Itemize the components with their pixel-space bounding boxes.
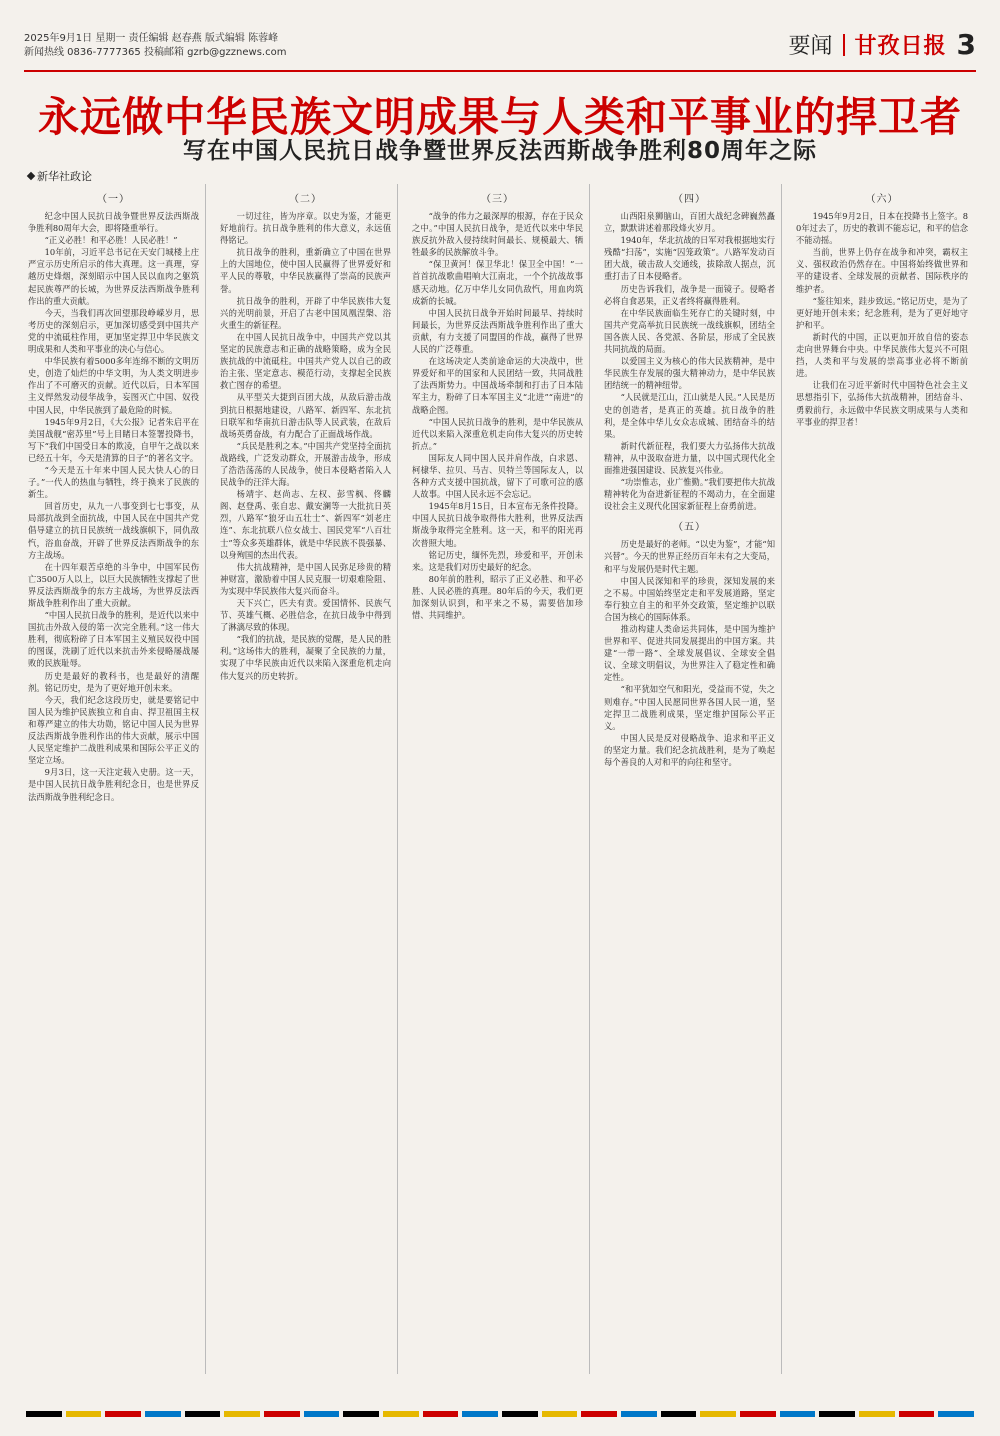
page-header bbox=[24, 30, 976, 72]
section-heading: （三） bbox=[481, 194, 514, 205]
color-registration-bar bbox=[26, 1411, 974, 1417]
body-paragraph: 山西阳泉狮脑山，百团大战纪念碑巍然矗立，默默讲述着那段烽火岁月。 bbox=[604, 211, 775, 234]
header-date-editors: 2025年9月1日 星期一 责任编辑 赵春燕 版式编辑 陈蓉峰 bbox=[24, 33, 279, 44]
color-chip bbox=[740, 1411, 776, 1417]
header-masthead bbox=[788, 28, 976, 61]
body-paragraph: “今天是五十年来中国人民大快人心的日子。”一代人的热血与牺牲，终于换来了民族的新生。 bbox=[28, 464, 199, 500]
body-paragraph: “鉴往知来，跬步致远。”铭记历史，是为了更好地开创未来；纪念胜利，是为了更好地守护和平。 bbox=[796, 295, 968, 330]
body-paragraph: “正义必胜！和平必胜！人民必胜！” bbox=[44, 235, 178, 246]
body-paragraph: 让我们在习近平新时代中国特色社会主义思想指引下，弘扬伟大抗战精神，团结奋斗、勇毅前行，永远做中华民族文明成果与人类和平事业的捍卫者！ bbox=[796, 380, 968, 427]
body-paragraph: 今天，我们纪念这段历史，就是要铭记中国人民为维护民族独立和自由、捍卫祖国主权和尊严建立的伟大功勋，铭记中国人民为世界反法西斯战争胜利作出的伟大贡献，展示中国人民坚定维护二战胜利成果和国际公平正义的坚定立场。 bbox=[28, 694, 199, 766]
header-contact: 新闻热线 0836-7777365 投稿邮箱 gzrb@gzznews.com bbox=[24, 47, 287, 58]
color-chip bbox=[621, 1411, 657, 1417]
page-number: 3 bbox=[956, 28, 976, 61]
body-paragraph: 在这场决定人类前途命运的大决战中，世界爱好和平的国家和人民团结一致，共同战胜了法西斯势力。中国战场牵制和打击了日本陆军主力，粉碎了日本军国主义“北进”“南进”的战略企图。 bbox=[412, 356, 583, 415]
body-paragraph: 10年前，习近平总书记在天安门城楼上庄严宣示历史所启示的伟大真理。这一真理，穿越历史烽烟，深刻昭示中国人民以血肉之躯筑起民族尊严的长城，为世界反法西斯战争胜利作出的重大贡献。 bbox=[28, 247, 199, 306]
body-paragraph: 以爱国主义为核心的伟大民族精神，是中华民族生存发展的强大精神动力，是中华民族团结统一的精神纽带。 bbox=[604, 356, 775, 391]
body-paragraph: “中国人民抗日战争的胜利，是近代以来中国抗击外敌入侵的第一次完全胜利。”这一伟大胜利，彻底粉碎了日本军国主义殖民奴役中国的图谋，洗刷了近代以来抗击外来侵略屡战屡败的民族耻辱。 bbox=[28, 610, 199, 669]
body-paragraph: “中国人民抗日战争的胜利，是中华民族从近代以来陷入深重危机走向伟大复兴的历史转折点。” bbox=[412, 416, 583, 451]
body-paragraph: 1945年9月2日，日本在投降书上签字。80年过去了，历史的教训不能忘记，和平的信念不能动摇。 bbox=[796, 211, 968, 246]
body-paragraph: 在十四年艰苦卓绝的斗争中，中国军民伤亡3500万人以上，以巨大民族牺牲支撑起了世界反法西斯战争的东方主战场，为世界反法西斯战争胜利作出了重大贡献。 bbox=[28, 561, 199, 608]
body-paragraph: 抗日战争的胜利，开辟了中华民族伟大复兴的光明前景，开启了古老中国凤凰涅槃、浴火重生的新征程。 bbox=[220, 295, 391, 330]
body-paragraph: 抗日战争的胜利，重新确立了中国在世界上的大国地位，使中国人民赢得了世界爱好和平人民的尊敬，中华民族赢得了崇高的民族声誉。 bbox=[220, 247, 391, 294]
body-paragraph: 国际友人同中国人民并肩作战，白求恩、柯棣华、拉贝、马吉、贝特兰等国际友人，以各种方式支援中国抗战，留下了可歌可泣的感人故事。中国人民永远不会忘记。 bbox=[412, 452, 583, 500]
color-chip bbox=[343, 1411, 379, 1417]
body-paragraph: 1945年8月15日，日本宣布无条件投降。中国人民抗日战争取得伟大胜利，世界反法西斯战争取得完全胜利。这一天，和平的阳光再次普照大地。 bbox=[412, 501, 583, 548]
section-heading: （四） bbox=[673, 194, 706, 205]
body-paragraph: 历史是最好的老师。“以史为鉴”，才能“知兴替”。今天的世界正经历百年未有之大变局，和平与发展仍是时代主题。 bbox=[604, 539, 775, 574]
section-heading: （二） bbox=[289, 194, 322, 205]
color-chip bbox=[383, 1411, 419, 1417]
body-paragraph: 80年前的胜利，昭示了正义必胜、和平必胜、人民必胜的真理。80年后的今天，我们更加深刻认识到，和平来之不易，需要倍加珍惜、共同维护。 bbox=[412, 573, 583, 621]
color-chip bbox=[859, 1411, 895, 1417]
color-chip bbox=[224, 1411, 260, 1417]
article-column bbox=[604, 184, 782, 1374]
body-paragraph: 铭记历史，缅怀先烈，珍爱和平，开创未来。这是我们对历史最好的纪念。 bbox=[412, 549, 583, 572]
color-chip bbox=[502, 1411, 538, 1417]
article-body bbox=[28, 184, 974, 1374]
body-paragraph: 1940年，华北抗战的日军对我根据地实行残酷“扫荡”，实施“囚笼政策”。八路军发动百团大战，破击敌人交通线，拔除敌人据点，沉重打击了日本侵略者。 bbox=[604, 235, 775, 282]
color-chip bbox=[264, 1411, 300, 1417]
color-chip bbox=[105, 1411, 141, 1417]
color-chip bbox=[66, 1411, 102, 1417]
color-chip bbox=[938, 1411, 974, 1417]
body-paragraph: “兵民是胜利之本。”中国共产党坚持全面抗战路线，广泛发动群众，开展游击战争，形成了浩浩荡荡的人民战争，使日本侵略者陷入人民战争的汪洋大海。 bbox=[220, 440, 391, 488]
body-paragraph: 9月3日，这一天注定载入史册。这一天，是中国人民抗日战争胜利纪念日，也是世界反法西斯战争胜利纪念日。 bbox=[28, 767, 199, 802]
header-divider bbox=[843, 34, 845, 56]
body-paragraph: 1945年9月2日，《大公报》记者朱启平在美国战舰“密苏里”号上目睹日本签署投降书，写下“我们中国受日本的欺凌，自甲午之战以来已经五十年，今天是清算的日子”的著名文字。 bbox=[28, 416, 199, 463]
body-paragraph: 在中国人民抗日战争中，中国共产党以其坚定的民族意志和正确的战略策略，成为全民族抗战的中流砥柱。中国共产党人以自己的政治主张、坚定意志、模范行动，支撑起全民族救亡图存的希望。 bbox=[220, 331, 391, 391]
body-paragraph: 当前，世界上仍存在战争和冲突，霸权主义、强权政治仍然存在。中国将始终做世界和平的建设者、全球发展的贡献者、国际秩序的维护者。 bbox=[796, 247, 968, 294]
article-column bbox=[412, 184, 590, 1374]
article-column bbox=[220, 184, 398, 1374]
section-name: 要闻 bbox=[788, 34, 833, 59]
header-info bbox=[24, 32, 286, 60]
color-chip bbox=[700, 1411, 736, 1417]
body-paragraph: 从平型关大捷到百团大战，从敌后游击战到抗日根据地建设，八路军、新四军、东北抗日联军和华南抗日游击队等人民武装，在敌后战场英勇奋战，有力配合了正面战场作战。 bbox=[220, 392, 391, 439]
body-paragraph: 伟大抗战精神，是中国人民弥足珍贵的精神财富，激励着中国人民克服一切艰难险阻、为实现中华民族伟大复兴而奋斗。 bbox=[220, 561, 391, 596]
article-title: 永远做中华民族文明成果与人类和平事业的捍卫者 bbox=[38, 93, 962, 141]
color-chip bbox=[145, 1411, 181, 1417]
byline-text: 新华社政论 bbox=[37, 170, 92, 183]
body-paragraph: 一切过往，皆为序章。以史为鉴，才能更好地前行。抗日战争胜利的伟大意义，永远值得铭记。 bbox=[220, 211, 391, 246]
article-column bbox=[28, 184, 206, 1374]
color-chip bbox=[423, 1411, 459, 1417]
body-paragraph: 杨靖宇、赵尚志、左权、彭雪枫、佟麟阁、赵登禹、张自忠、戴安澜等一大批抗日英烈，八路军“狼牙山五壮士”、新四军“刘老庄连”、东北抗联八位女战士、国民党军“八百壮士”等众多英雄群体，就是中华民族不畏强暴、以身殉国的杰出代表。 bbox=[220, 489, 391, 560]
body-paragraph: 纪念中国人民抗日战争暨世界反法西斯战争胜利80周年大会，即将隆重举行。 bbox=[28, 211, 199, 234]
body-paragraph: 在中华民族面临生死存亡的关键时刻，中国共产党高举抗日民族统一战线旗帜，团结全国各族人民、各党派、各阶层，形成了全民族共同抗战的局面。 bbox=[604, 307, 775, 355]
color-chip bbox=[26, 1411, 62, 1417]
color-chip bbox=[899, 1411, 935, 1417]
color-chip bbox=[661, 1411, 697, 1417]
body-paragraph: “我们的抗战，是民族的觉醒，是人民的胜利。”这场伟大的胜利，凝聚了全民族的力量，实现了中华民族由近代以来陷入深重危机走向伟大复兴的历史转折。 bbox=[220, 634, 391, 681]
body-paragraph: 推动构建人类命运共同体，是中国为维护世界和平、促进共同发展提出的中国方案。共建“一带一路”、全球发展倡议、全球安全倡议、全球文明倡议，为世界注入了稳定性和确定性。 bbox=[604, 624, 775, 683]
body-paragraph: “人民就是江山，江山就是人民。”人民是历史的创造者，是真正的英雄。抗日战争的胜利，是全体中华儿女众志成城、团结奋斗的结果。 bbox=[604, 392, 775, 439]
body-paragraph: 中华民族有着5000多年连绵不断的文明历史，创造了灿烂的中华文明，为人类文明进步作出了不可磨灭的贡献。近代以后，日本军国主义悍然发动侵华战争，妄图灭亡中国、奴役中国人民，中华民族到了最危险的时候。 bbox=[28, 356, 199, 415]
diamond-icon bbox=[27, 172, 35, 180]
body-paragraph: 今天，当我们再次回望那段峥嵘岁月，思考历史的深刻启示，更加深切感受到中国共产党的中流砥柱作用，更加坚定捍卫中华民族文明成果和人类和平事业的决心与信心。 bbox=[28, 307, 199, 355]
body-paragraph: “和平犹如空气和阳光，受益而不觉，失之则难存。”中国人民愿同世界各国人民一道，坚定捍卫二战胜利成果，坚定维护国际公平正义。 bbox=[604, 684, 775, 731]
body-paragraph: “战争的伟力之最深厚的根源，存在于民众之中。”中国人民抗日战争，是近代以来中华民族反抗外敌入侵持续时间最长、规模最大、牺牲最多的民族解放斗争。 bbox=[412, 211, 583, 258]
body-paragraph: 中国人民是反对侵略战争、追求和平正义的坚定力量。我们纪念抗战胜利，是为了唤起每个善良的人对和平的向往和坚守。 bbox=[604, 732, 775, 768]
color-chip bbox=[542, 1411, 578, 1417]
section-heading: （六） bbox=[865, 194, 899, 205]
body-paragraph: 回首历史，从九一八事变到七七事变，从局部抗战到全面抗战，中国人民在中国共产党倡导建立的抗日民族统一战线旗帜下，同仇敌忾，浴血奋战，开辟了世界反法西斯战争的东方主战场。 bbox=[28, 501, 199, 560]
body-paragraph: 中国人民深知和平的珍贵，深知发展的来之不易。中国始终坚定走和平发展道路，坚定奉行独立自主的和平外交政策，坚定维护以联合国为核心的国际体系。 bbox=[604, 575, 775, 622]
body-paragraph: 天下兴亡，匹夫有责。爱国情怀、民族气节、英雄气概、必胜信念，在抗日战争中得到了淋漓尽致的体现。 bbox=[220, 598, 391, 633]
section-heading: （五） bbox=[673, 522, 706, 534]
body-paragraph: “保卫黄河！保卫华北！保卫全中国！”一首首抗战歌曲唱响大江南北，一个个抗战故事感天动地。亿万中华儿女同仇敌忾，用血肉筑成新的长城。 bbox=[412, 259, 583, 306]
body-paragraph: 历史告诉我们，战争是一面镜子。侵略者必将自食恶果，正义者终将赢得胜利。 bbox=[604, 283, 775, 306]
color-chip bbox=[462, 1411, 498, 1417]
body-paragraph: 历史是最好的教科书，也是最好的清醒剂。铭记历史，是为了更好地开创未来。 bbox=[28, 670, 199, 693]
section-heading: （一） bbox=[97, 194, 130, 205]
color-chip bbox=[304, 1411, 340, 1417]
article-column bbox=[796, 184, 974, 1374]
color-chip bbox=[185, 1411, 221, 1417]
body-paragraph: “功崇惟志，业广惟勤。”我们要把伟大抗战精神转化为奋进新征程的不竭动力，在全面建设社会主义现代化国家新征程上奋勇前进。 bbox=[604, 477, 775, 512]
body-paragraph: 中国人民抗日战争开始时间最早、持续时间最长，为世界反法西斯战争胜利作出了重大贡献，有力支援了同盟国的作战，赢得了世界人民的广泛尊重。 bbox=[412, 307, 583, 355]
color-chip bbox=[780, 1411, 816, 1417]
newspaper-logo: 甘孜日报 bbox=[854, 33, 947, 59]
color-chip bbox=[819, 1411, 855, 1417]
byline bbox=[28, 168, 92, 184]
color-chip bbox=[581, 1411, 617, 1417]
body-paragraph: 新时代新征程，我们要大力弘扬伟大抗战精神，从中汲取奋进力量，以中国式现代化全面推进强国建设、民族复兴伟业。 bbox=[604, 440, 775, 475]
article-subtitle: 写在中国人民抗日战争暨世界反法西斯战争胜利80周年之际 bbox=[182, 138, 817, 164]
body-paragraph: 新时代的中国，正以更加开放自信的姿态走向世界舞台中央。中华民族伟大复兴不可阻挡，人类和平与发展的崇高事业必将不断前进。 bbox=[796, 331, 968, 379]
